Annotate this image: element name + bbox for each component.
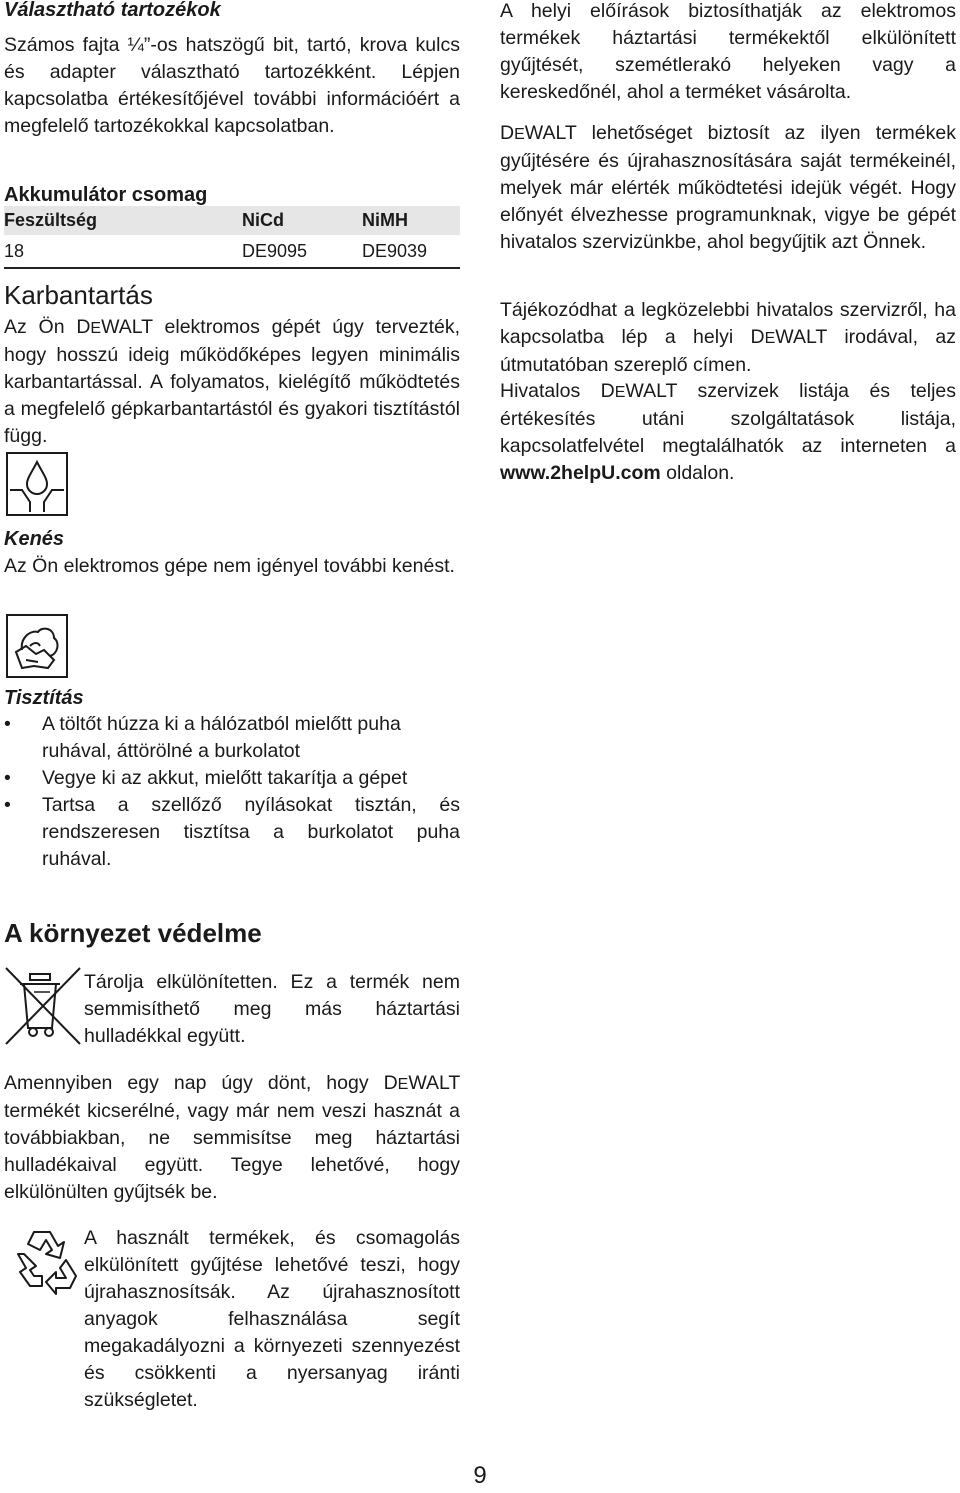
brand-d: D — [500, 122, 515, 144]
header-nimh: NiMH — [362, 206, 460, 235]
brand-rest: WALT — [101, 316, 153, 338]
cell-nicd: DE9095 — [242, 235, 362, 268]
replace-prefix: Amennyiben egy nap úgy dönt, hogy D — [4, 1072, 398, 1094]
page-number: 9 — [473, 1462, 487, 1489]
brand-sc: E — [397, 1076, 409, 1093]
list-item-text: Vegye ki az akkut, mielőtt takarítja a gépet — [42, 767, 408, 789]
replace-suffix: termékét kicserélné, vagy már nem veszi hasznát a továbbiakban, ne semmisítse meg háztartási hulladékaival együtt. Tegye lehetővé, hogy elkülönülten gyűjtsék be. — [4, 1100, 460, 1203]
cleaning-list — [4, 711, 460, 873]
list-mid: szervizek listája és teljes értékesítés utáni szolgáltatások listája, kapcsolatfelvétel megtalálhatók az interneten a — [500, 380, 956, 457]
header-nicd: NiCd — [242, 206, 362, 235]
cleaning-title: Tisztítás — [4, 687, 84, 709]
oil-drop-icon — [6, 452, 68, 516]
list-item — [4, 711, 460, 765]
cell-nimh: DE9039 — [362, 235, 460, 268]
cell-voltage: 18 — [4, 235, 242, 268]
brand-rest: WALT — [524, 122, 577, 144]
bullet: • — [4, 767, 11, 789]
weee-bin-icon — [4, 966, 82, 1046]
list-item-text: Tartsa a szellőző nyílásokat tisztán, és rendszeresen tisztítsa a burkolatot puha ruhával. — [42, 794, 460, 870]
replace-text — [4, 1070, 460, 1206]
list-item-text: A töltőt húzza ki a hálózatból mielőtt puha ruhával, áttörölné a burkolatot — [42, 713, 401, 762]
accessories-text: Számos fajta ¼”-os hatszögű bit, tartó, krova kulcs és adapter választható tartozékként. Lépjen kapcsolatba értékesítőjével további információért a megfelelő tartozékokkal kapcsolatban. — [4, 34, 460, 137]
recycle-text: A használt termékek, és csomagolás elkülönített gyűjtése lehetővé teszi, hogy újrahasznosítsák. Az újrahasznosított anyagok felhasználása segít megakadályozni a környezeti szennyezést és csökkenti a nyersanyag iránti szükségletet. — [84, 1227, 460, 1411]
maintenance-suffix: elektromos gépét úgy tervezték, hogy hosszú ideig működőképes legyen minimális karbantartással. A folyamatos, kielégítő működtetés a megfelelő gépkarbantartástól és gyakori tisztítástól függ. — [4, 316, 461, 447]
service-info-text — [500, 297, 956, 379]
accessories-title: Választható tartozékok — [4, 0, 221, 21]
list-suffix: oldalon. — [660, 462, 735, 484]
brand-sc: E — [90, 320, 102, 337]
lubrication-text: Az Ön elektromos gépe nem igényel további kenést. — [4, 555, 455, 577]
service-prefix: Tájékozódhat a legközelebbi hivatalos szervizről, ha kapcsolatba lép a helyi D — [500, 299, 956, 348]
bullet: • — [4, 713, 11, 735]
dewalt-collection-text — [500, 120, 956, 256]
lubrication-title: Kenés — [4, 528, 65, 550]
table-row — [4, 235, 460, 268]
environment-title: A környezet védelme — [4, 918, 262, 948]
list-prefix: Hivatalos D — [500, 380, 615, 402]
battery-table-header — [4, 206, 460, 235]
brand-sc: E — [764, 330, 776, 347]
list-item — [4, 765, 460, 792]
weee-text: Tárolja elkülönítetten. Ez a termék nem semmisíthető meg más háztartási hulladékkal együtt. — [84, 971, 460, 1047]
local-regulations-text: A helyi előírások biztosíthatják az elektromos termékek háztartási termékektől elkülönített gyűjtését, szemétlerakó helyeken vagy a kereskedőnél, ahol a terméket vásárolta. — [500, 0, 956, 103]
maintenance-text — [4, 314, 460, 450]
header-voltage: Feszültség — [4, 206, 242, 235]
bullet: • — [4, 794, 11, 816]
brand-rest: WALT — [408, 1072, 460, 1094]
collection-suffix: lehetőséget biztosít az ilyen termékek gyűjtésére és újrahasznosítására saját termékeinél, melyek már elérték működtetési idejük végét. Hogy előnyét élvezhesse programunknak, vigye be gépét hivatalos szervizünkbe, ahol begyűjtik azt Önnek. — [500, 122, 956, 253]
brand-rest: WALT — [775, 326, 827, 348]
service-suffix: irodával, az útmutatóban szereplő címen. — [500, 326, 957, 376]
service-list-text — [500, 378, 956, 487]
brand-sc: E — [614, 384, 626, 401]
battery-table — [4, 206, 460, 269]
website-link[interactable]: www.2helpU.com — [500, 462, 661, 484]
brand-sc: E — [514, 126, 525, 143]
list-item — [4, 792, 460, 873]
cleaning-cloth-icon — [6, 614, 68, 678]
battery-title: Akkumulátor csomag — [4, 184, 208, 206]
maintenance-prefix: Az Ön D — [4, 316, 91, 338]
maintenance-title: Karbantartás — [4, 280, 153, 310]
recycle-icon — [4, 1226, 80, 1296]
brand-rest: WALT — [625, 380, 678, 402]
